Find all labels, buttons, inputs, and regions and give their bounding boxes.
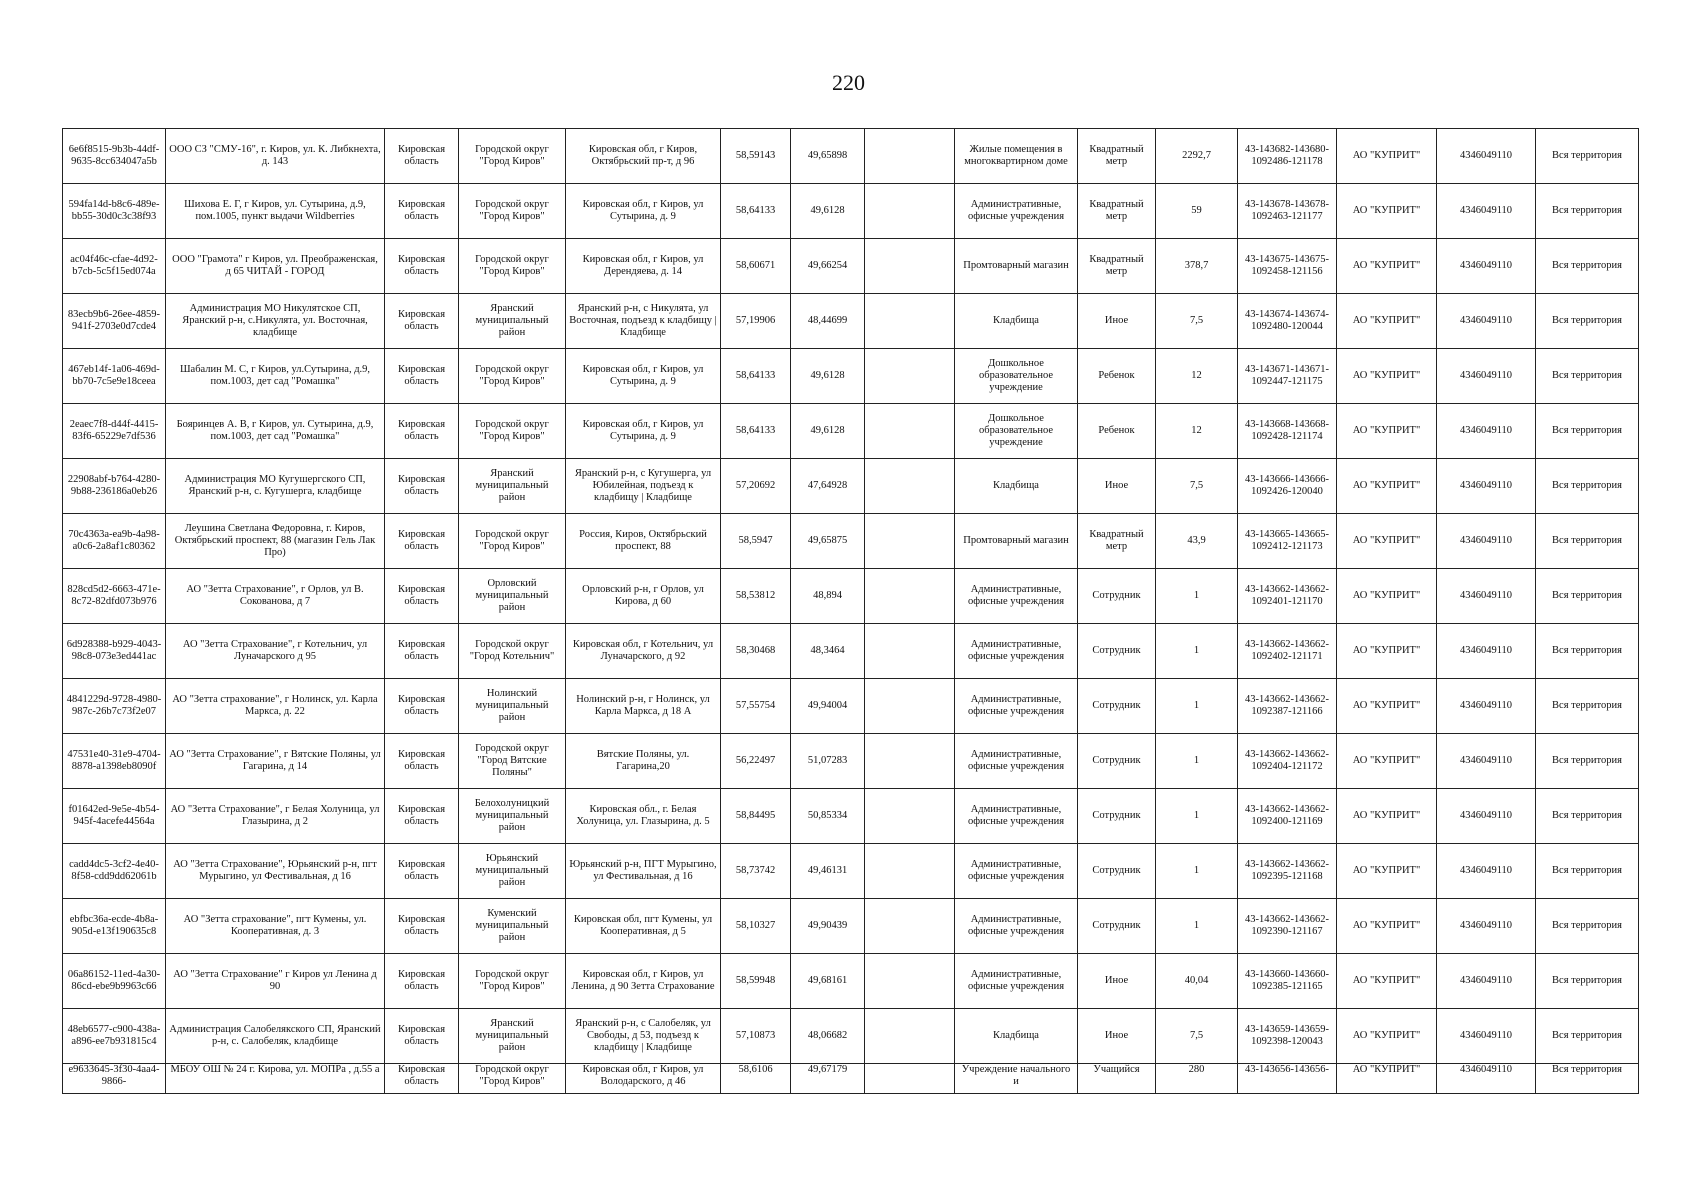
territory-cell: Вся территория [1536, 954, 1639, 1009]
district-cell: Городской округ "Город Котельнич" [459, 624, 566, 679]
category-cell: Административные, офисные учреждения [955, 679, 1078, 734]
address-cell: Юрьянский р-н, ПГТ Мурыгино, ул Фестивальная, д 16 [566, 844, 721, 899]
district-cell: Юрьянский муниципальный район [459, 844, 566, 899]
inn-cell: 4346049110 [1437, 679, 1536, 734]
table-row [63, 734, 1639, 789]
inn-cell: 4346049110 [1437, 404, 1536, 459]
address-cell: Кировская обл, пгт Кумены, ул Кооперативная, д 5 [566, 899, 721, 954]
region-cell: Кировская область [385, 514, 459, 569]
inn-cell: 4346049110 [1437, 459, 1536, 514]
inn-cell: 4346049110 [1437, 1009, 1536, 1064]
table-row [63, 294, 1639, 349]
district-cell: Белохолуницкий муниципальный район [459, 789, 566, 844]
code-cell: 43-143675-143675-1092458-121156 [1238, 239, 1337, 294]
district-cell: Городской округ "Город Киров" [459, 954, 566, 1009]
empty-cell [865, 404, 955, 459]
table-row [63, 459, 1639, 514]
latitude-cell: 58,53812 [721, 569, 791, 624]
owner-cell: АО "Зетта страхование", г Нолинск, ул. Карла Маркса, д. 22 [166, 679, 385, 734]
code-cell: 43-143656-143656- [1238, 1064, 1337, 1094]
district-cell: Городской округ "Город Киров" [459, 349, 566, 404]
territory-cell: Вся территория [1536, 679, 1639, 734]
longitude-cell: 49,65875 [791, 514, 865, 569]
territory-cell: Вся территория [1536, 789, 1639, 844]
address-cell: Кировская обл, г Киров, Октябрьский пр-т, д 96 [566, 129, 721, 184]
territory-cell: Вся территория [1536, 129, 1639, 184]
category-cell: Административные, офисные учреждения [955, 844, 1078, 899]
code-cell: 43-143678-143678-1092463-121177 [1238, 184, 1337, 239]
table-row [63, 239, 1639, 294]
latitude-cell: 58,64133 [721, 184, 791, 239]
owner-cell: АО "Зетта страхование", пгт Кумены, ул. Кооперативная, д. 3 [166, 899, 385, 954]
quantity-cell: 280 [1156, 1064, 1238, 1094]
organization-cell: АО "КУПРИТ" [1337, 349, 1437, 404]
address-cell: Кировская обл, г Котельнич, ул Луначарского, д 92 [566, 624, 721, 679]
organization-cell: АО "КУПРИТ" [1337, 569, 1437, 624]
region-cell: Кировская область [385, 239, 459, 294]
organization-cell: АО "КУПРИТ" [1337, 1009, 1437, 1064]
quantity-cell: 7,5 [1156, 459, 1238, 514]
table-row [63, 569, 1639, 624]
longitude-cell: 49,66254 [791, 239, 865, 294]
record-id: f01642ed-9e5e-4b54-945f-4acefe44564a [63, 789, 166, 844]
category-cell: Кладбища [955, 1009, 1078, 1064]
owner-cell: Шабалин М. С, г Киров, ул.Сутырина, д.9, пом.1003, дет сад "Ромашка" [166, 349, 385, 404]
inn-cell: 4346049110 [1437, 569, 1536, 624]
district-cell: Яранский муниципальный район [459, 1009, 566, 1064]
empty-cell [865, 1009, 955, 1064]
longitude-cell: 50,85334 [791, 789, 865, 844]
empty-cell [865, 514, 955, 569]
territory-cell: Вся территория [1536, 899, 1639, 954]
category-cell: Административные, офисные учреждения [955, 899, 1078, 954]
category-cell: Кладбища [955, 294, 1078, 349]
owner-cell: Бояринцев А. В, г Киров, ул. Сутырина, д.9, пом.1003, дет сад "Ромашка" [166, 404, 385, 459]
unit-cell: Иное [1078, 954, 1156, 1009]
longitude-cell: 49,90439 [791, 899, 865, 954]
record-id: 6e6f8515-9b3b-44df-9635-8cc634047a5b [63, 129, 166, 184]
quantity-cell: 1 [1156, 844, 1238, 899]
longitude-cell: 49,68161 [791, 954, 865, 1009]
code-cell: 43-143682-143680-1092486-121178 [1238, 129, 1337, 184]
region-cell: Кировская область [385, 789, 459, 844]
territory-cell: Вся территория [1536, 184, 1639, 239]
owner-cell: Администрация МО Кугушергского СП, Яранский р-н, с. Кугушерга, кладбище [166, 459, 385, 514]
district-cell: Городской округ "Город Киров" [459, 184, 566, 239]
quantity-cell: 7,5 [1156, 1009, 1238, 1064]
address-cell: Яранский р-н, с Кугушерга, ул Юбилейная, подъезд к кладбищу | Кладбище [566, 459, 721, 514]
table-row [63, 844, 1639, 899]
quantity-cell: 43,9 [1156, 514, 1238, 569]
region-cell: Кировская область [385, 899, 459, 954]
latitude-cell: 58,30468 [721, 624, 791, 679]
code-cell: 43-143659-143659-1092398-120043 [1238, 1009, 1337, 1064]
latitude-cell: 58,73742 [721, 844, 791, 899]
district-cell: Городской округ "Город Вятские Поляны" [459, 734, 566, 789]
table-row [63, 129, 1639, 184]
record-id: ebfbc36a-ecde-4b8a-905d-e13f190635c8 [63, 899, 166, 954]
unit-cell: Квадратный метр [1078, 239, 1156, 294]
quantity-cell: 12 [1156, 404, 1238, 459]
organization-cell: АО "КУПРИТ" [1337, 514, 1437, 569]
empty-cell [865, 459, 955, 514]
empty-cell [865, 569, 955, 624]
address-cell: Кировская обл., г. Белая Холуница, ул. Глазырина, д. 5 [566, 789, 721, 844]
territory-cell: Вся территория [1536, 844, 1639, 899]
record-id: 2eaec7f8-d44f-4415-83f6-65229e7df536 [63, 404, 166, 459]
longitude-cell: 49,65898 [791, 129, 865, 184]
organization-cell: АО "КУПРИТ" [1337, 789, 1437, 844]
region-cell: Кировская область [385, 404, 459, 459]
region-cell: Кировская область [385, 1009, 459, 1064]
owner-cell: ООО СЗ "СМУ-16", г. Киров, ул. К. Либкнехта, д. 143 [166, 129, 385, 184]
empty-cell [865, 844, 955, 899]
unit-cell: Сотрудник [1078, 569, 1156, 624]
district-cell: Городской округ "Город Киров" [459, 1064, 566, 1094]
unit-cell: Иное [1078, 459, 1156, 514]
district-cell: Яранский муниципальный район [459, 294, 566, 349]
category-cell: Административные, офисные учреждения [955, 734, 1078, 789]
district-cell: Городской округ "Город Киров" [459, 514, 566, 569]
category-cell: Административные, офисные учреждения [955, 184, 1078, 239]
owner-cell: Леушина Светлана Федоровна, г. Киров, Октябрьский проспект, 88 (магазин Гель Лак Про) [166, 514, 385, 569]
code-cell: 43-143662-143662-1092402-121171 [1238, 624, 1337, 679]
organization-cell: АО "КУПРИТ" [1337, 899, 1437, 954]
latitude-cell: 58,60671 [721, 239, 791, 294]
record-id: 06a86152-11ed-4a30-86cd-ebe9b9963c66 [63, 954, 166, 1009]
table-row [63, 954, 1639, 1009]
code-cell: 43-143662-143662-1092400-121169 [1238, 789, 1337, 844]
record-id: e9633645-3f30-4aa4-9866- [63, 1064, 166, 1094]
empty-cell [865, 734, 955, 789]
category-cell: Административные, офисные учреждения [955, 624, 1078, 679]
empty-cell [865, 679, 955, 734]
inn-cell: 4346049110 [1437, 129, 1536, 184]
longitude-cell: 48,06682 [791, 1009, 865, 1064]
longitude-cell: 47,64928 [791, 459, 865, 514]
table-row [63, 1009, 1639, 1064]
longitude-cell: 49,67179 [791, 1064, 865, 1094]
territory-cell: Вся территория [1536, 734, 1639, 789]
inn-cell: 4346049110 [1437, 844, 1536, 899]
code-cell: 43-143674-143674-1092480-120044 [1238, 294, 1337, 349]
category-cell: Жилые помещения в многоквартирном доме [955, 129, 1078, 184]
owner-cell: АО "Зетта Страхование", г Белая Холуница, ул Глазырина, д 2 [166, 789, 385, 844]
owner-cell: АО "Зетта Страхование", г Орлов, ул В. Сокованова, д 7 [166, 569, 385, 624]
territory-cell: Вся территория [1536, 404, 1639, 459]
region-cell: Кировская область [385, 349, 459, 404]
district-cell: Городской округ "Город Киров" [459, 404, 566, 459]
inn-cell: 4346049110 [1437, 734, 1536, 789]
category-cell: Кладбища [955, 459, 1078, 514]
table-row [63, 899, 1639, 954]
inn-cell: 4346049110 [1437, 349, 1536, 404]
unit-cell: Иное [1078, 294, 1156, 349]
region-cell: Кировская область [385, 294, 459, 349]
inn-cell: 4346049110 [1437, 514, 1536, 569]
address-cell: Кировская обл, г Киров, ул Ленина, д 90 Зетта Страхование [566, 954, 721, 1009]
category-cell: Административные, офисные учреждения [955, 954, 1078, 1009]
unit-cell: Учащийся [1078, 1064, 1156, 1094]
owner-cell: Администрация Салобелякского СП, Яранский р-н, с. Салобеляк, кладбище [166, 1009, 385, 1064]
code-cell: 43-143668-143668-1092428-121174 [1238, 404, 1337, 459]
empty-cell [865, 899, 955, 954]
code-cell: 43-143662-143662-1092404-121172 [1238, 734, 1337, 789]
code-cell: 43-143662-143662-1092390-121167 [1238, 899, 1337, 954]
empty-cell [865, 294, 955, 349]
category-cell: Учреждение начального и [955, 1064, 1078, 1094]
organization-cell: АО "КУПРИТ" [1337, 679, 1437, 734]
organization-cell: АО "КУПРИТ" [1337, 184, 1437, 239]
organization-cell: АО "КУПРИТ" [1337, 129, 1437, 184]
empty-cell [865, 349, 955, 404]
owner-cell: МБОУ ОШ № 24 г. Кирова, ул. МОПРа , д.55 а [166, 1064, 385, 1094]
empty-cell [865, 1064, 955, 1094]
quantity-cell: 2292,7 [1156, 129, 1238, 184]
organization-cell: АО "КУПРИТ" [1337, 734, 1437, 789]
code-cell: 43-143666-143666-1092426-120040 [1238, 459, 1337, 514]
organization-cell: АО "КУПРИТ" [1337, 459, 1437, 514]
category-cell: Административные, офисные учреждения [955, 569, 1078, 624]
address-cell: Кировская обл, г Киров, ул Сутырина, д. 9 [566, 184, 721, 239]
longitude-cell: 51,07283 [791, 734, 865, 789]
code-cell: 43-143662-143662-1092401-121170 [1238, 569, 1337, 624]
inn-cell: 4346049110 [1437, 624, 1536, 679]
unit-cell: Ребенок [1078, 349, 1156, 404]
unit-cell: Квадратный метр [1078, 514, 1156, 569]
quantity-cell: 1 [1156, 624, 1238, 679]
code-cell: 43-143662-143662-1092395-121168 [1238, 844, 1337, 899]
record-id: 467eb14f-1a06-469d-bb70-7c5e9e18ceea [63, 349, 166, 404]
latitude-cell: 58,5947 [721, 514, 791, 569]
owner-cell: АО "Зетта Страхование" г Киров ул Ленина д 90 [166, 954, 385, 1009]
longitude-cell: 49,46131 [791, 844, 865, 899]
territory-cell: Вся территория [1536, 1009, 1639, 1064]
empty-cell [865, 129, 955, 184]
table-row [63, 1064, 1639, 1094]
table-row [63, 404, 1639, 459]
quantity-cell: 1 [1156, 734, 1238, 789]
code-cell: 43-143660-143660-1092385-121165 [1238, 954, 1337, 1009]
region-cell: Кировская область [385, 129, 459, 184]
unit-cell: Квадратный метр [1078, 184, 1156, 239]
region-cell: Кировская область [385, 844, 459, 899]
record-id: 70c4363a-ea9b-4a98-a0c6-2a8af1c80362 [63, 514, 166, 569]
owner-cell: АО "Зетта Страхование", г Вятские Поляны, ул Гагарина, д 14 [166, 734, 385, 789]
inn-cell: 4346049110 [1437, 789, 1536, 844]
inn-cell: 4346049110 [1437, 294, 1536, 349]
records-table [62, 128, 1639, 1094]
table-row [63, 349, 1639, 404]
owner-cell: Администрация МО Никулятское СП, Яранский р-н, с.Никулята, ул. Восточная, кладбище [166, 294, 385, 349]
latitude-cell: 58,6106 [721, 1064, 791, 1094]
quantity-cell: 59 [1156, 184, 1238, 239]
record-id: 4841229d-9728-4980-987c-26b7c73f2e07 [63, 679, 166, 734]
unit-cell: Квадратный метр [1078, 129, 1156, 184]
inn-cell: 4346049110 [1437, 1064, 1536, 1094]
organization-cell: АО "КУПРИТ" [1337, 294, 1437, 349]
address-cell: Нолинский р-н, г Нолинск, ул Карла Маркса, д 18 А [566, 679, 721, 734]
quantity-cell: 12 [1156, 349, 1238, 404]
latitude-cell: 57,10873 [721, 1009, 791, 1064]
organization-cell: АО "КУПРИТ" [1337, 239, 1437, 294]
empty-cell [865, 954, 955, 1009]
category-cell: Дошкольное образовательное учреждение [955, 349, 1078, 404]
territory-cell: Вся территория [1536, 349, 1639, 404]
record-id: 22908abf-b764-4280-9b88-236186a0eb26 [63, 459, 166, 514]
region-cell: Кировская область [385, 734, 459, 789]
table-row [63, 624, 1639, 679]
territory-cell: Вся территория [1536, 569, 1639, 624]
record-id: 48eb6577-c900-438a-a896-ee7b931815c4 [63, 1009, 166, 1064]
owner-cell: Шихова Е. Г, г Киров, ул. Сутырина, д.9, пом.1005, пункт выдачи Wildberries [166, 184, 385, 239]
inn-cell: 4346049110 [1437, 239, 1536, 294]
page-number: 220 [832, 70, 865, 95]
record-id: 594fa14d-b8c6-489e-bb55-30d0c3c38f93 [63, 184, 166, 239]
unit-cell: Сотрудник [1078, 624, 1156, 679]
category-cell: Административные, офисные учреждения [955, 789, 1078, 844]
inn-cell: 4346049110 [1437, 899, 1536, 954]
longitude-cell: 49,6128 [791, 404, 865, 459]
district-cell: Куменский муниципальный район [459, 899, 566, 954]
address-cell: Кировская обл, г Киров, ул Володарского, д 46 [566, 1064, 721, 1094]
address-cell: Россия, Киров, Октябрьский проспект, 88 [566, 514, 721, 569]
quantity-cell: 1 [1156, 679, 1238, 734]
unit-cell: Сотрудник [1078, 734, 1156, 789]
address-cell: Кировская обл, г Киров, ул Сутырина, д. 9 [566, 404, 721, 459]
code-cell: 43-143671-143671-1092447-121175 [1238, 349, 1337, 404]
table-row [63, 184, 1639, 239]
latitude-cell: 58,64133 [721, 404, 791, 459]
region-cell: Кировская область [385, 624, 459, 679]
longitude-cell: 49,94004 [791, 679, 865, 734]
quantity-cell: 40,04 [1156, 954, 1238, 1009]
inn-cell: 4346049110 [1437, 184, 1536, 239]
empty-cell [865, 239, 955, 294]
quantity-cell: 1 [1156, 789, 1238, 844]
empty-cell [865, 789, 955, 844]
records-body [63, 129, 1639, 1094]
code-cell: 43-143662-143662-1092387-121166 [1238, 679, 1337, 734]
latitude-cell: 57,55754 [721, 679, 791, 734]
district-cell: Яранский муниципальный район [459, 459, 566, 514]
record-id: 83ecb9b6-26ee-4859-941f-2703e0d7cde4 [63, 294, 166, 349]
quantity-cell: 1 [1156, 569, 1238, 624]
inn-cell: 4346049110 [1437, 954, 1536, 1009]
region-cell: Кировская область [385, 679, 459, 734]
record-id: 47531e40-31e9-4704-8878-a1398eb8090f [63, 734, 166, 789]
organization-cell: АО "КУПРИТ" [1337, 1064, 1437, 1094]
address-cell: Кировская обл, г Киров, ул Дерендяева, д. 14 [566, 239, 721, 294]
region-cell: Кировская область [385, 459, 459, 514]
region-cell: Кировская область [385, 954, 459, 1009]
latitude-cell: 57,19906 [721, 294, 791, 349]
category-cell: Промтоварный магазин [955, 514, 1078, 569]
region-cell: Кировская область [385, 569, 459, 624]
record-id: cadd4dc5-3cf2-4e40-8f58-cdd9dd62061b [63, 844, 166, 899]
longitude-cell: 49,6128 [791, 184, 865, 239]
unit-cell: Сотрудник [1078, 789, 1156, 844]
quantity-cell: 378,7 [1156, 239, 1238, 294]
table-row [63, 514, 1639, 569]
unit-cell: Сотрудник [1078, 679, 1156, 734]
table-row [63, 679, 1639, 734]
territory-cell: Вся территория [1536, 459, 1639, 514]
latitude-cell: 58,59143 [721, 129, 791, 184]
district-cell: Орловский муниципальный район [459, 569, 566, 624]
territory-cell: Вся территория [1536, 514, 1639, 569]
category-cell: Промтоварный магазин [955, 239, 1078, 294]
latitude-cell: 58,84495 [721, 789, 791, 844]
address-cell: Яранский р-н, с Салобеляк, ул Свободы, д 53, подъезд к кладбищу | Кладбище [566, 1009, 721, 1064]
organization-cell: АО "КУПРИТ" [1337, 404, 1437, 459]
unit-cell: Иное [1078, 1009, 1156, 1064]
quantity-cell: 7,5 [1156, 294, 1238, 349]
address-cell: Кировская обл, г Киров, ул Сутырина, д. 9 [566, 349, 721, 404]
table-row [63, 789, 1639, 844]
district-cell: Городской округ "Город Киров" [459, 239, 566, 294]
empty-cell [865, 184, 955, 239]
empty-cell [865, 624, 955, 679]
longitude-cell: 48,44699 [791, 294, 865, 349]
territory-cell: Вся территория [1536, 624, 1639, 679]
latitude-cell: 58,59948 [721, 954, 791, 1009]
record-id: ac04f46c-cfae-4d92-b7cb-5c5f15ed074a [63, 239, 166, 294]
category-cell: Дошкольное образовательное учреждение [955, 404, 1078, 459]
owner-cell: АО "Зетта Страхование", г Котельнич, ул Луначарского д 95 [166, 624, 385, 679]
owner-cell: АО "Зетта Страхование", Юрьянский р-н, пгт Мурыгино, ул Фестивальная, д 16 [166, 844, 385, 899]
latitude-cell: 57,20692 [721, 459, 791, 514]
quantity-cell: 1 [1156, 899, 1238, 954]
territory-cell: Вся территория [1536, 239, 1639, 294]
address-cell: Орловский р-н, г Орлов, ул Кирова, д 60 [566, 569, 721, 624]
unit-cell: Сотрудник [1078, 899, 1156, 954]
address-cell: Вятские Поляны, ул. Гагарина,20 [566, 734, 721, 789]
longitude-cell: 48,894 [791, 569, 865, 624]
district-cell: Нолинский муниципальный район [459, 679, 566, 734]
address-cell: Яранский р-н, с Никулята, ул Восточная, подъезд к кладбищу | Кладбище [566, 294, 721, 349]
territory-cell: Вся территория [1536, 1064, 1639, 1094]
latitude-cell: 56,22497 [721, 734, 791, 789]
region-cell: Кировская область [385, 184, 459, 239]
organization-cell: АО "КУПРИТ" [1337, 624, 1437, 679]
record-id: 6d928388-b929-4043-98c8-073e3ed441ac [63, 624, 166, 679]
organization-cell: АО "КУПРИТ" [1337, 954, 1437, 1009]
longitude-cell: 49,6128 [791, 349, 865, 404]
unit-cell: Ребенок [1078, 404, 1156, 459]
owner-cell: ООО "Грамота" г Киров, ул. Преображенская, д 65 ЧИТАЙ - ГОРОД [166, 239, 385, 294]
unit-cell: Сотрудник [1078, 844, 1156, 899]
latitude-cell: 58,10327 [721, 899, 791, 954]
organization-cell: АО "КУПРИТ" [1337, 844, 1437, 899]
longitude-cell: 48,3464 [791, 624, 865, 679]
latitude-cell: 58,64133 [721, 349, 791, 404]
record-id: 828cd5d2-6663-471e-8c72-82dfd073b976 [63, 569, 166, 624]
region-cell: Кировская область [385, 1064, 459, 1094]
territory-cell: Вся территория [1536, 294, 1639, 349]
district-cell: Городской округ "Город Киров" [459, 129, 566, 184]
code-cell: 43-143665-143665-1092412-121173 [1238, 514, 1337, 569]
